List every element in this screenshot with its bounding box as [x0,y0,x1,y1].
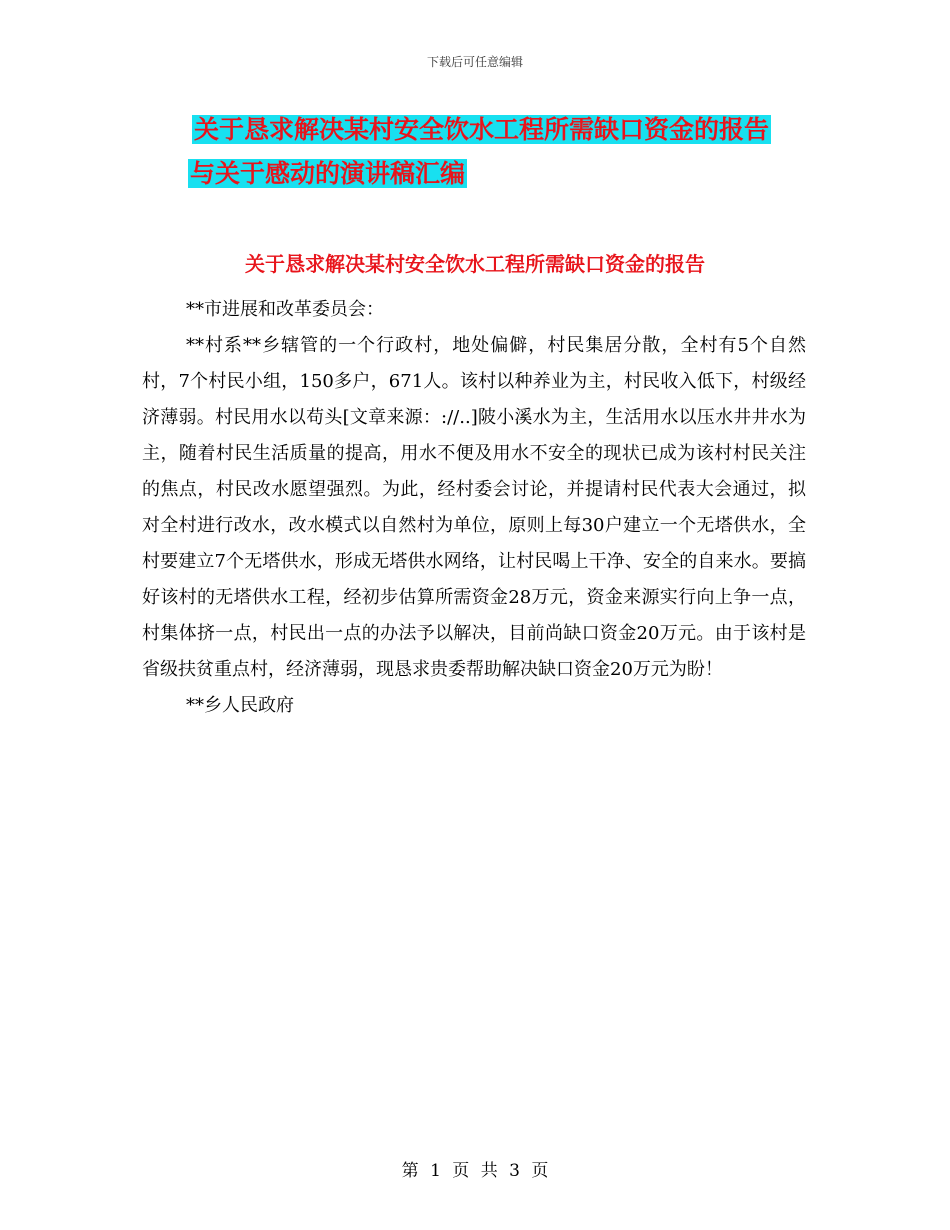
document-body [142,292,806,724]
section-title: 关于恳求解决某村安全饮水工程所需缺口资金的报告 [245,252,705,276]
title-highlight-1: 关于恳求解决某村安全饮水工程所需缺口资金的报告 [194,115,770,144]
salutation: **市进展和改革委员会： [186,299,384,320]
body-paragraph: **村系**乡辖管的一个行政村，地处偏僻，村民集居分散，全村有5个自然村，7个村民小组，150多户，671人。该村以种养业为主，村民收入低下，村级经济薄弱。村民用水以苟头[文章来源：://..]陂小溪水为主，生活用水以压水井井水为主，随着村民生活质量的提高，用水不便及用水不安全的现状已成为该村村民关注的焦点，村民改水愿望强烈。为此，经村委会讨论，并提请村民代表大会通过，拟对全村进行改水，改水模式以自然村为单位，原则上每30户建立一个无塔供水，全村要建立7个无塔供水，形成无塔供水网络，让村民喝上干净、安全的自来水。要搞好该村的无塔供水工程，经初步估算所需资金28万元，资金来源实行向上争一点，村集体挤一点，村民出一点的办法予以解决，目前尚缺口资金20万元。由于该村是省级扶贫重点村，经济薄弱，现恳求贵委帮助解决缺口资金20万元为盼！ [142,335,806,680]
page-footer: 第 1 页 共 3 页 [401,1161,549,1181]
document-title-line-1 [192,113,832,147]
document-title-line-2 [188,157,828,191]
signature: **乡人民政府 [186,695,294,716]
header-note: 下载后可任意编辑 [426,55,523,69]
title-highlight-2: 与关于感动的演讲稿汇编 [190,159,466,188]
